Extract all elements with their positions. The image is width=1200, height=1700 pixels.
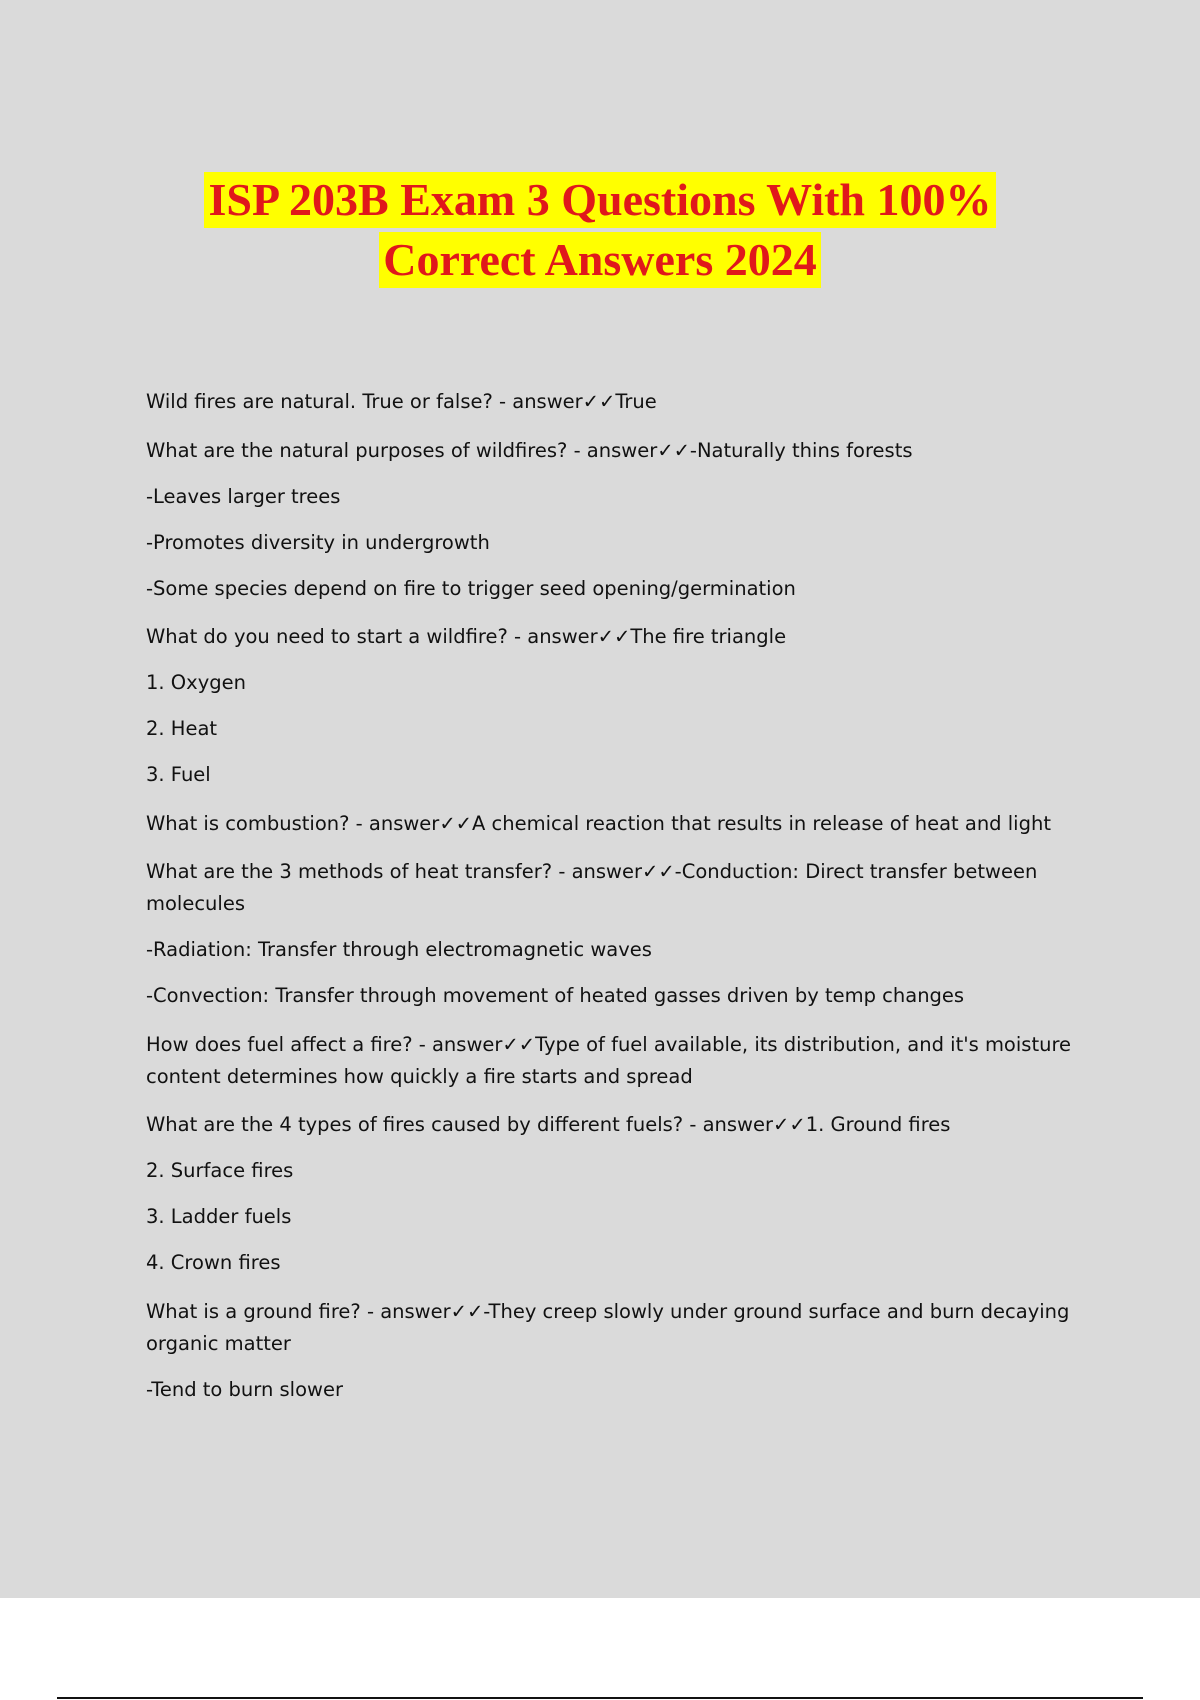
paragraph: What do you need to start a wildfire? - answer✓✓The fire triangle — [146, 625, 787, 648]
paragraph: -Some species depend on fire to trigger seed opening/germination — [146, 576, 796, 600]
paragraph: What are the 4 types of fires caused by different fuels? - answer✓✓1. Ground fires — [146, 1113, 951, 1136]
title-line-1: ISP 203B Exam 3 Questions With 100% — [204, 172, 995, 228]
paragraph: -Leaves larger trees — [146, 484, 341, 508]
paragraph: -Promotes diversity in undergrowth — [146, 530, 490, 554]
qa-content — [146, 386, 1096, 1422]
paragraph: What is combustion? - answer✓✓A chemical reaction that results in release of heat and light — [146, 811, 1051, 835]
paragraph: 2. Surface fires — [146, 1159, 294, 1182]
paragraph: -Radiation: Transfer through electromagnetic waves — [146, 938, 652, 961]
paragraph: -Convection: Transfer through movement of heated gasses driven by temp changes — [146, 984, 965, 1007]
paragraph: What are the natural purposes of wildfires? - answer✓✓-Naturally thins forests — [146, 438, 913, 462]
paragraph: What are the 3 methods of heat transfer? - answer✓✓-Conduction: Direct transfer between molecules — [146, 860, 1038, 915]
paragraph: -Tend to burn slower — [146, 1377, 343, 1401]
paragraph: 3. Fuel — [146, 763, 211, 786]
paragraph: How does fuel affect a fire? - answer✓✓Type of fuel available, its distribution, and it's moisture content determines how quickly a fire starts and spread — [146, 1032, 1072, 1088]
title-line-2: Correct Answers 2024 — [379, 232, 821, 288]
paragraph: What is a ground fire? - answer✓✓-They creep slowly under ground surface and burn decaying organic matter — [146, 1299, 1070, 1355]
paragraph: 3. Ladder fuels — [146, 1205, 292, 1228]
paragraph: 2. Heat — [146, 717, 218, 740]
document-title — [0, 172, 1200, 292]
paragraph: 1. Oxygen — [146, 671, 246, 694]
paragraph: 4. Crown fires — [146, 1251, 281, 1274]
footer-divider — [57, 1697, 1143, 1699]
paragraph: Wild fires are natural. True or false? - answer✓✓True — [146, 390, 657, 413]
